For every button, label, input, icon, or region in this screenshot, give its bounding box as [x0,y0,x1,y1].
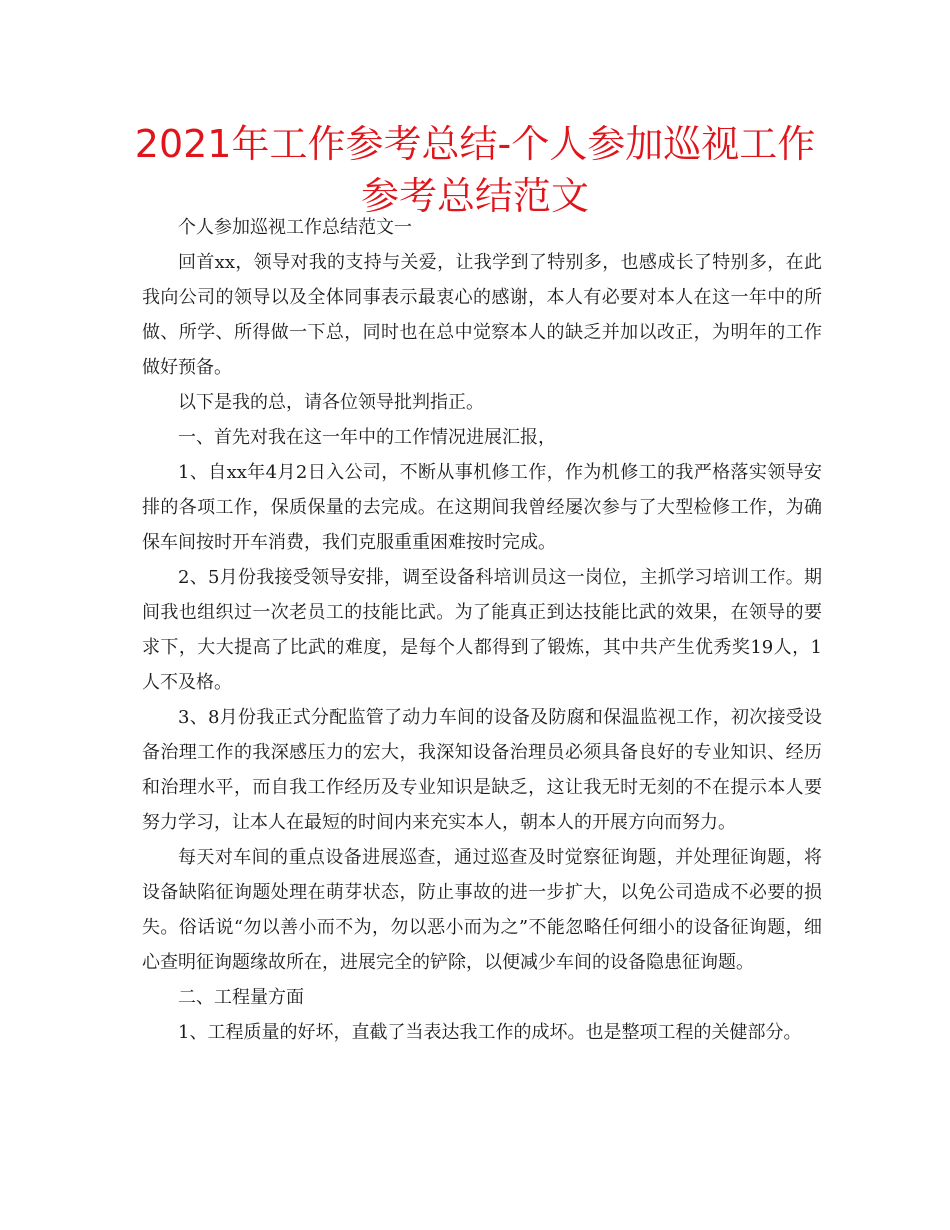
paragraph: 个人参加巡视工作总结范文一 [178,217,412,238]
paragraph: 1、自xx年4月2日入公司，不断从事机修工作，作为机修工的我严格落实领导安排的各项工作，保质保量的去完成。在这期间我曾经屡次参与了大型检修工作，为确保车间按时开车消费，我们克服重重困难按时完成。 [142,462,822,553]
paragraph: 二、工程量方面 [178,987,304,1008]
document-title: 2021年工作参考总结-个人参加巡视工作参考总结范文 [134,122,816,218]
paragraph: 2、5月份我接受领导安排，调至设备科培训员这一岗位，主抓学习培训工作。期间我也组织过一次老员工的技能比武。为了能真正到达技能比武的效果，在领导的要求下，大大提高了比武的难度，是每个人都得到了锻炼，其中共产生优秀奖19人，1人不及格。 [142,567,822,693]
paragraph: 一、首先对我在这一年中的工作情况进展汇报， [178,427,556,448]
paragraph: 3、8月份我正式分配监管了动力车间的设备及防腐和保温监视工作，初次接受设备治理工作的我深感压力的宏大，我深知设备治理员必须具备良好的专业知识、经历和治理水平，而自我工作经历及专业知识是缺乏，这让我无时无刻的不在提示本人要努力学习，让本人在最短的时间内来充实本人，朝本人的开展方向而努力。 [142,707,822,833]
paragraph: 每天对车间的重点设备进展巡查，通过巡查及时觉察征询题，并处理征询题，将设备缺陷征询题处理在萌芽状态，防止事故的进一步扩大，以免公司造成不必要的损失。俗话说“勿以善小而不为，勿以恶小而为之”不能忽略任何细小的设备征询题，细心查明征询题缘故所在，进展完全的铲除，以便减少车间的设备隐患征询题。 [142,847,822,973]
paragraph: 回首xx，领导对我的支持与关爱，让我学到了特别多，也感成长了特别多，在此我向公司的领导以及全体同事表示最衷心的感谢，本人有必要对本人在这一年中的所做、所学、所得做一下总，同时也在总中觉察本人的缺乏并加以改正，为明年的工作做好预备。 [142,252,822,378]
document-body [142,210,822,1050]
paragraph: 以下是我的总，请各位领导批判指正。 [178,392,484,413]
paragraph: 1、工程质量的好坏，直截了当表达我工作的成坏。也是整项工程的关健部分。 [178,1022,802,1043]
